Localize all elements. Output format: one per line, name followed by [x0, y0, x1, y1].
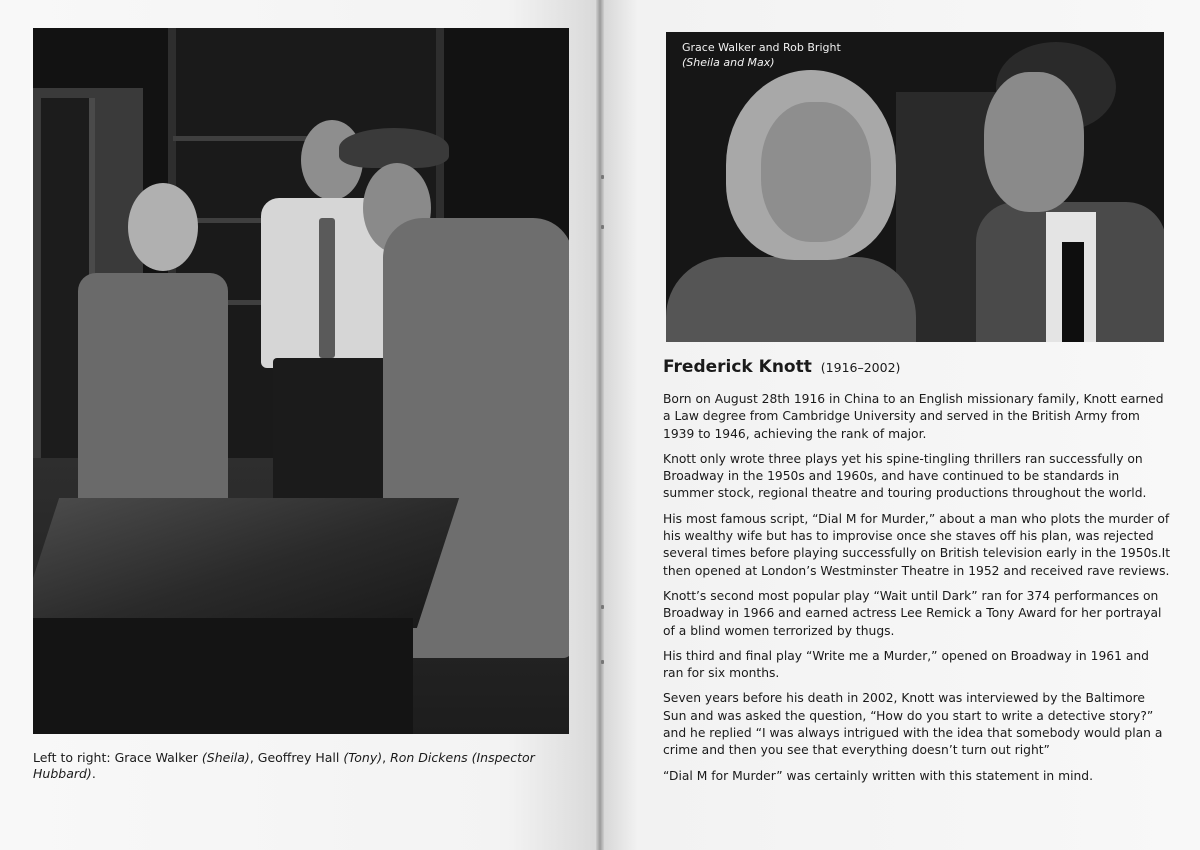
bio-paragraph: His third and final play “Write me a Murder,” opened on Broadway in 1961 and ran for six months. — [663, 648, 1149, 681]
bio-paragraph: His most famous script, “Dial M for Murder,” about a man who plots the murder of his wealthy wife but has to improvise once she staves off his plan, was rejected several times before playing successfully on British television early in the 1950s.It then opened at London’s Westminster Theatre in 1952 and received rave reviews. — [663, 511, 1171, 578]
stage-photo-two-actors — [666, 32, 1164, 342]
photo-credit-roles: (Sheila and Max) — [682, 56, 775, 69]
caption-separator: , Geoffrey Hall — [249, 750, 344, 765]
figure-max-tie — [1062, 242, 1084, 342]
caption-role: (Sheila) — [201, 750, 250, 765]
bio-dates: (1916–2002) — [820, 360, 901, 375]
photo-table — [33, 498, 459, 628]
biography — [663, 356, 1171, 793]
photo-credit — [682, 40, 841, 70]
bio-heading — [663, 356, 1171, 379]
photo-table-shadow — [33, 618, 413, 734]
photo-credit-names: Grace Walker and Rob Bright — [682, 41, 841, 54]
figure-sheila-body — [666, 257, 916, 342]
caption-separator: , — [382, 750, 391, 765]
caption-prefix: Left to right: Grace Walker — [33, 750, 202, 765]
bio-paragraph: Knott’s second most popular play “Wait until Dark” ran for 374 performances on Broadway in 1966 and earned actress Lee Remick a Tony Award for her portrayal of a blind women terrorized by thugs. — [663, 588, 1162, 638]
caption-role: (Tony) — [343, 750, 383, 765]
bio-paragraph: Born on August 28th 1916 in China to an English missionary family, Knott earned a Law degree from Cambridge University and served in the British Army from 1939 to 1946, achieving the rank of major. — [663, 392, 1164, 441]
photo-caption — [33, 750, 593, 782]
staple-mark — [601, 660, 604, 664]
stage-photo-three-actors — [33, 28, 569, 734]
figure-max-face — [984, 72, 1084, 212]
bio-name: Frederick Knott — [663, 357, 812, 377]
caption-role: Ron Dickens (Inspector Hubbard) — [33, 750, 535, 781]
bio-paragraph: “Dial M for Murder” was certainly written with this statement in mind. — [663, 768, 1094, 783]
left-page — [0, 0, 598, 850]
staple-mark — [601, 175, 604, 179]
bio-paragraph: Seven years before his death in 2002, Knott was interviewed by the Baltimore Sun and was asked the question, “How do you start to write a detective story?” and he replied “I was always intrigued with the idea that somebody would plan a crime and then you see that everything doesn’t turn out right” — [663, 691, 1163, 758]
bio-paragraph: Knott only wrote three plays yet his spine-tingling thrillers ran successfully on Broadway in the 1950s and 1960s, and have continued to be standards in summer stock, regional theatre and touring productions throughout the world. — [663, 451, 1147, 501]
staple-mark — [601, 225, 604, 229]
page-gutter — [596, 0, 604, 850]
figure-sheila-face — [761, 102, 871, 242]
staple-mark — [601, 605, 604, 609]
caption-suffix: . — [91, 766, 96, 781]
